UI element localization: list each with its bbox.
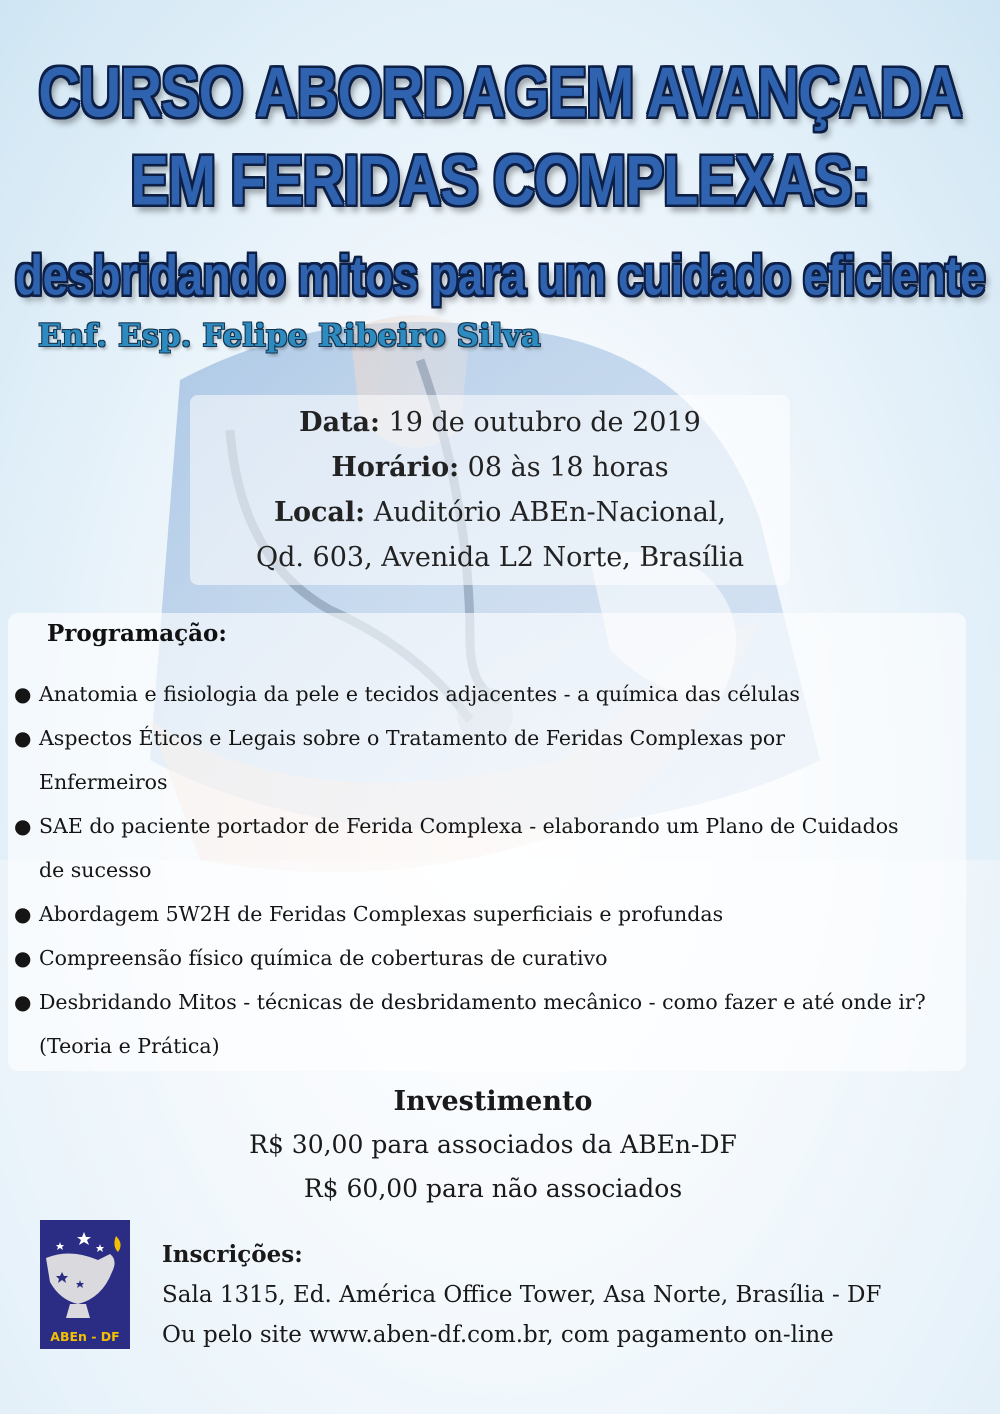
investment-section [0,1081,986,1211]
bullet-icon: ● [14,814,32,838]
program-item-text: SAE do paciente portador de Ferida Complexa - elaborando um Plano de Cuidados de sucesso [39,814,899,882]
date-label: Data: [299,407,380,438]
program-item-text: Desbridando Mitos - técnicas de desbridamento mecânico - como fazer e até onde ir? (Teoria e Prática) [39,990,926,1058]
event-info [0,400,1000,580]
author-name: Enf. Esp. Felipe Ribeiro Silva [38,318,541,354]
aben-df-logo [40,1220,130,1349]
subtitle: desbridando mitos para um cuidado eficiente [14,244,986,307]
time-label: Horário: [331,452,460,483]
registration-section [162,1235,881,1355]
title-line-1: CURSO ABORDAGEM AVANÇADA [38,53,962,133]
place-row [0,490,1000,535]
program-item [14,716,889,804]
bullet-icon: ● [14,990,32,1014]
address: Qd. 603, Avenida L2 Norte, Brasília [255,542,745,573]
date-row [0,400,1000,445]
registration-address: Sala 1315, Ed. América Office Tower, Asa Norte, Brasília - DF [162,1282,882,1308]
place-value: Auditório ABEn-Nacional, [365,497,727,528]
program-item [14,804,909,892]
program-title: Programação: [47,620,227,647]
bullet-icon: ● [14,682,32,706]
title-line-2: EM FERIDAS COMPLEXAS: [130,141,870,221]
program-item [14,936,944,980]
bullet-icon: ● [14,902,32,926]
program-item [14,892,944,936]
program-item [14,672,944,716]
time-value: 08 às 18 horas [459,452,669,483]
time-row [0,445,1000,490]
date-value: 19 de outubro de 2019 [380,407,701,438]
logo-text: ABEn - DF [50,1329,120,1344]
program-item-text: Anatomia e fisiologia da pele e tecidos adjacentes - a química das células [39,682,800,706]
bullet-icon: ● [14,946,32,970]
registration-website: Ou pelo site www.aben-df.com.br, com pagamento on-line [162,1322,834,1348]
investment-title: Investimento [393,1086,593,1117]
price-non-members: R$ 60,00 para não associados [303,1174,683,1203]
place-label: Local: [273,497,366,528]
program-item-text: Compreensão físico química de coberturas de curativo [39,946,608,970]
price-members: R$ 30,00 para associados da ABEn-DF [249,1130,737,1159]
program-item-text: Aspectos Éticos e Legais sobre o Tratamento de Feridas Complexas por Enfermeiros [39,726,786,794]
bullet-icon: ● [14,726,32,750]
registration-title: Inscrições: [162,1241,303,1268]
program-item [14,980,939,1068]
program-item-text: Abordagem 5W2H de Feridas Complexas superficiais e profundas [39,902,724,926]
program-list [14,672,944,1068]
